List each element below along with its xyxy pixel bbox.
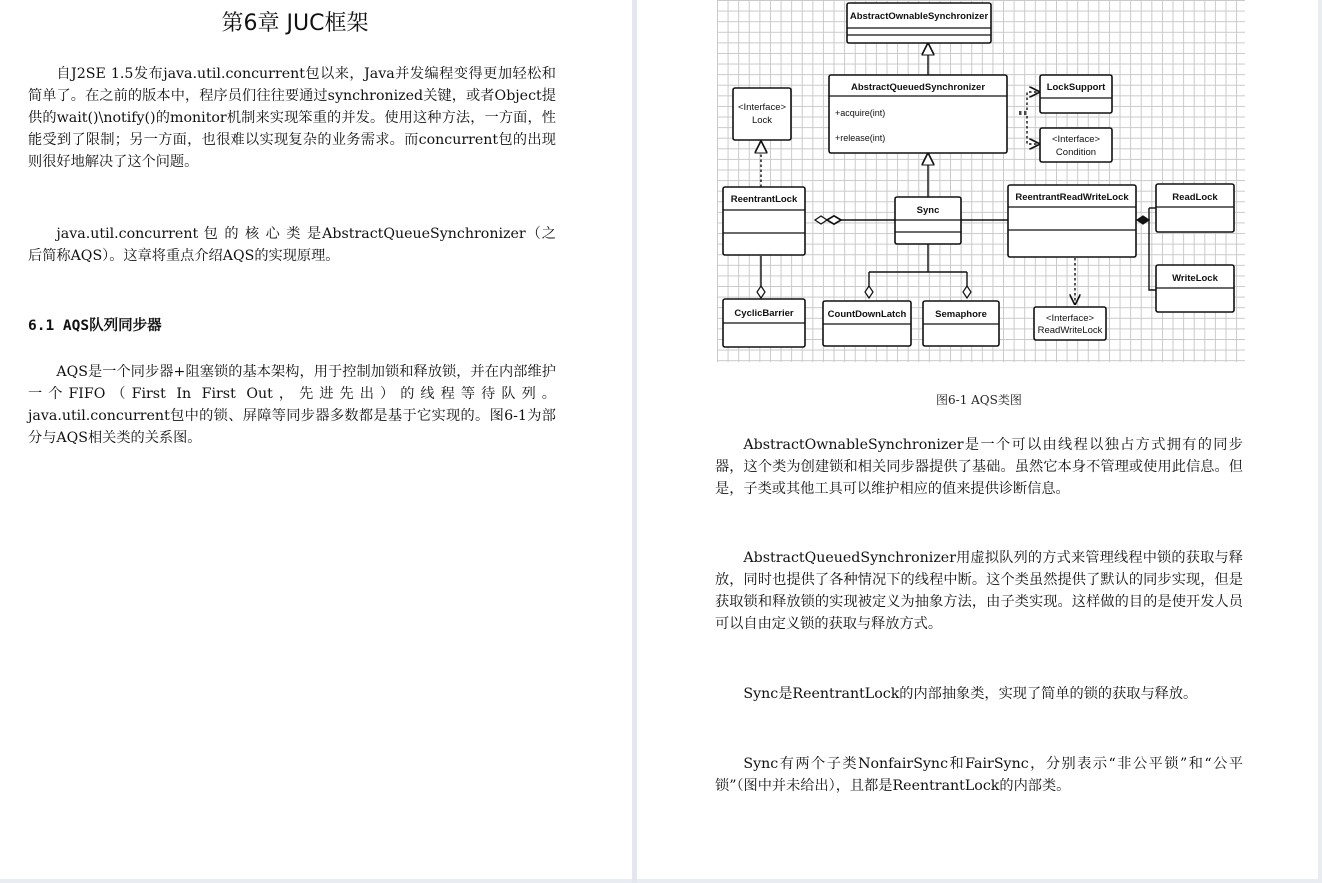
class-cyclic-barrier (723, 299, 805, 347)
class-reentrant-lock (723, 187, 805, 255)
rwl-name: ReadWriteLock (1037, 325, 1103, 336)
body-paragraph-aos: AbstractOwnableSynchronizer是一个可以由线程以独占方式拥有的同步器，这个类为创建锁和相关同步器提供了基础。虽然它本身不管理或使用此信息。但是，子类或其他工具可以维护相应的值来提供诊断信息。 (715, 437, 1243, 497)
class-name-aqs: AbstractQueuedSynchronizer (850, 82, 986, 93)
class-lock-support (1040, 75, 1112, 113)
chapter-title: 第6章 JUC框架 (221, 11, 369, 36)
right-page (637, 0, 1318, 879)
class-write-lock (1156, 265, 1234, 312)
body-paragraph-sync-subclasses: Sync有两个子类NonfairSync和FairSync，分别表示“非公平锁”和“公平锁”（图中并未给出），且都是ReentrantLock的内部类。 (715, 756, 1243, 794)
figure-caption: 图6-1 AQS类图 (936, 393, 1022, 407)
class-name-semaphore: Semaphore (935, 309, 987, 320)
class-name-rrwl: ReentrantReadWriteLock (1015, 192, 1129, 203)
lock-stereotype: <Interface> (737, 102, 787, 113)
class-name-readlock: ReadLock (1172, 192, 1218, 203)
class-read-write-lock-interface (1034, 307, 1106, 340)
class-count-down-latch (823, 301, 911, 346)
class-read-lock (1156, 184, 1234, 232)
class-name-sync: Sync (916, 205, 940, 216)
rwl-stereotype: <Interface> (1045, 313, 1095, 324)
body-paragraph-aqs: AbstractQueuedSynchronizer用虚拟队列的方式来管理线程中锁的获取与释放，同时也提供了各种情况下的线程中断。这个类虽然提供了默认的同步实现，但是获取锁和释放锁的实现被定义为抽象方法，由子类实现。这样做的目的是使开发人员可以自由定义锁的获取与释放方式。 (715, 550, 1243, 632)
section-paragraph: AQS是一个同步器+阻塞锁的基本架构，用于控制加锁和释放锁，并在内部维护一个FIFO（First In First Out，先进先出）的线程等待队列。java.util.concurrent包中的锁、屏障等同步器多数都是基于它实现的。图6-1为部分与AQS相关类的关系图。 (28, 364, 556, 446)
class-name-writelock: WriteLock (1172, 273, 1218, 284)
class-condition-interface (1040, 128, 1112, 162)
class-name-reentrantlock: ReentrantLock (730, 194, 798, 205)
intro-paragraph-1: 自J2SE 1.5发布java.util.concurrent包以来，Java并发编程变得更加轻松和简单了。在之前的版本中，程序员们往往要通过synchronized关键，或者Object提供的wait()\notify()的monitor机制来实现笨重的并发。使用这种方法，一方面，性能受到了限制；另一方面，也很难以实现复杂的业务需求。而concurrent包的出现则很好地解决了这个问题。 (28, 66, 556, 170)
class-name-locksupport: LockSupport (1046, 82, 1106, 93)
aqs-acquire-method: +acquire(int) (835, 108, 886, 118)
intro-paragraph-2: java.util.concurrent 包 的 核 心 类 是AbstractQueueSynchronizer（之后简称AQS）。这章将重点介绍AQS的实现原理。 (28, 226, 556, 264)
class-abstract-ownable-synchronizer (847, 3, 991, 43)
class-sync (895, 197, 961, 244)
class-abstract-queued-synchronizer (829, 75, 1007, 153)
class-name-aos: AbstractOwnableSynchronizer (849, 11, 989, 22)
lock-name: Lock (751, 115, 773, 126)
body-paragraph-sync: Sync是ReentrantLock的内部抽象类，实现了简单的锁的获取与释放。 (743, 686, 1198, 702)
class-name-cyclicbarrier: CyclicBarrier (734, 308, 794, 319)
aqs-release-method: +release(int) (835, 133, 886, 143)
condition-stereotype: <Interface> (1051, 134, 1101, 145)
section-title: 6.1 AQS队列同步器 (28, 318, 162, 334)
class-lock-interface (733, 88, 791, 140)
class-semaphore (923, 301, 999, 346)
class-reentrant-read-write-lock (1008, 185, 1136, 257)
aqs-class-diagram (717, 0, 1245, 362)
class-name-countdownlatch: CountDownLatch (827, 309, 907, 320)
condition-name: Condition (1055, 147, 1097, 158)
left-page (0, 0, 632, 879)
